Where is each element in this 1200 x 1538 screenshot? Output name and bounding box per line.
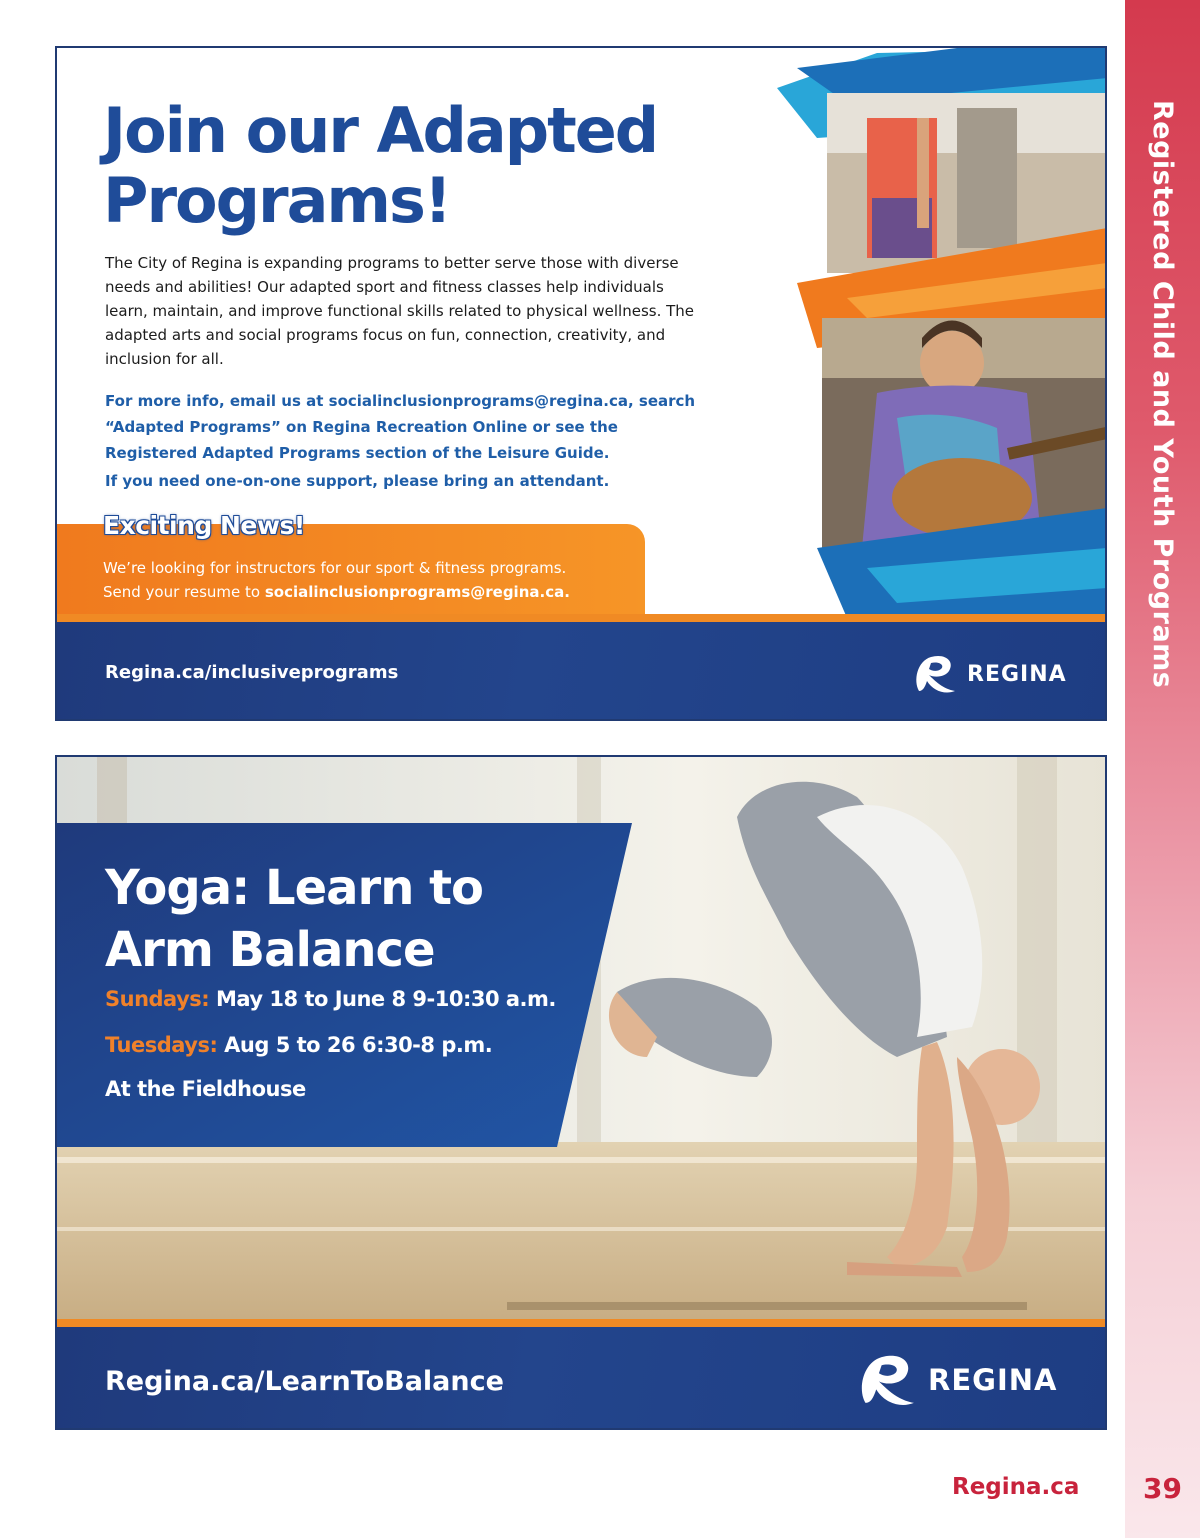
exciting-news-text — [103, 556, 643, 604]
side-tab-label: Registered Child and Youth Programs — [1147, 100, 1178, 689]
session-sundays — [105, 987, 556, 1011]
news-line-2-prefix: Send your resume to — [103, 583, 265, 601]
news-line-2 — [103, 580, 643, 604]
regina-r-icon — [852, 1349, 922, 1411]
session-location: At the Fieldhouse — [105, 1077, 306, 1101]
adapted-programs-title — [103, 96, 743, 236]
session-day-sundays: Sundays: — [105, 987, 210, 1011]
attendant-note: If you need one-on-one support, please bring an attendant. — [105, 472, 610, 490]
news-line-1: We’re looking for instructors for our sport & fitness programs. — [103, 559, 567, 577]
exciting-news-heading: Exciting News! — [103, 511, 305, 540]
page-footer-site[interactable]: Regina.ca — [952, 1474, 1080, 1500]
inclusive-programs-link[interactable]: Regina.ca/inclusiveprograms — [105, 662, 399, 683]
regina-logo — [852, 1349, 1057, 1411]
page-number: 39 — [1143, 1472, 1182, 1505]
adapted-programs-card — [55, 46, 1107, 721]
regina-logo — [909, 651, 1067, 697]
news-email-link[interactable]: socialinclusionprograms@regina.ca. — [264, 583, 570, 601]
yoga-title — [105, 857, 585, 981]
footer-stripe — [57, 1319, 1107, 1327]
session-tuesdays — [105, 1033, 492, 1057]
adapted-programs-description: The City of Regina is expanding programs to better serve those with diverse needs and abilities! Our adapted sport and fitness classes help individuals learn, maintain, and improve functional skills related to physical wellness. The adapted arts and social programs focus on fun, connection, creativity, and inclusion for all. — [105, 254, 695, 368]
regina-logo-text: REGINA — [928, 1363, 1058, 1397]
yoga-title-line-1: Yoga: Learn to — [105, 860, 483, 916]
learn-to-balance-link[interactable]: Regina.ca/LearnToBalance — [105, 1366, 504, 1397]
yoga-card — [55, 755, 1107, 1430]
adapted-programs-photo — [757, 48, 1107, 618]
footer-stripe — [57, 614, 1107, 622]
regina-r-icon — [909, 651, 961, 697]
title-line-1: Join our Adapted — [103, 94, 658, 167]
title-line-2: Programs! — [103, 164, 451, 237]
session-detail-tuesdays: Aug 5 to 26 6:30-8 p.m. — [217, 1033, 493, 1057]
yoga-title-line-2: Arm Balance — [105, 922, 435, 978]
adapted-programs-info: For more info, email us at socialinclusionprograms@regina.ca, search “Adapted Programs” on Regina Recreation Online or see the Registered Adapted Programs section of the Leisure Guide. — [105, 392, 696, 462]
session-day-tuesdays: Tuesdays: — [105, 1033, 218, 1057]
regina-logo-text: REGINA — [967, 661, 1067, 687]
session-detail-sundays: May 18 to June 8 9-10:30 a.m. — [209, 987, 556, 1011]
